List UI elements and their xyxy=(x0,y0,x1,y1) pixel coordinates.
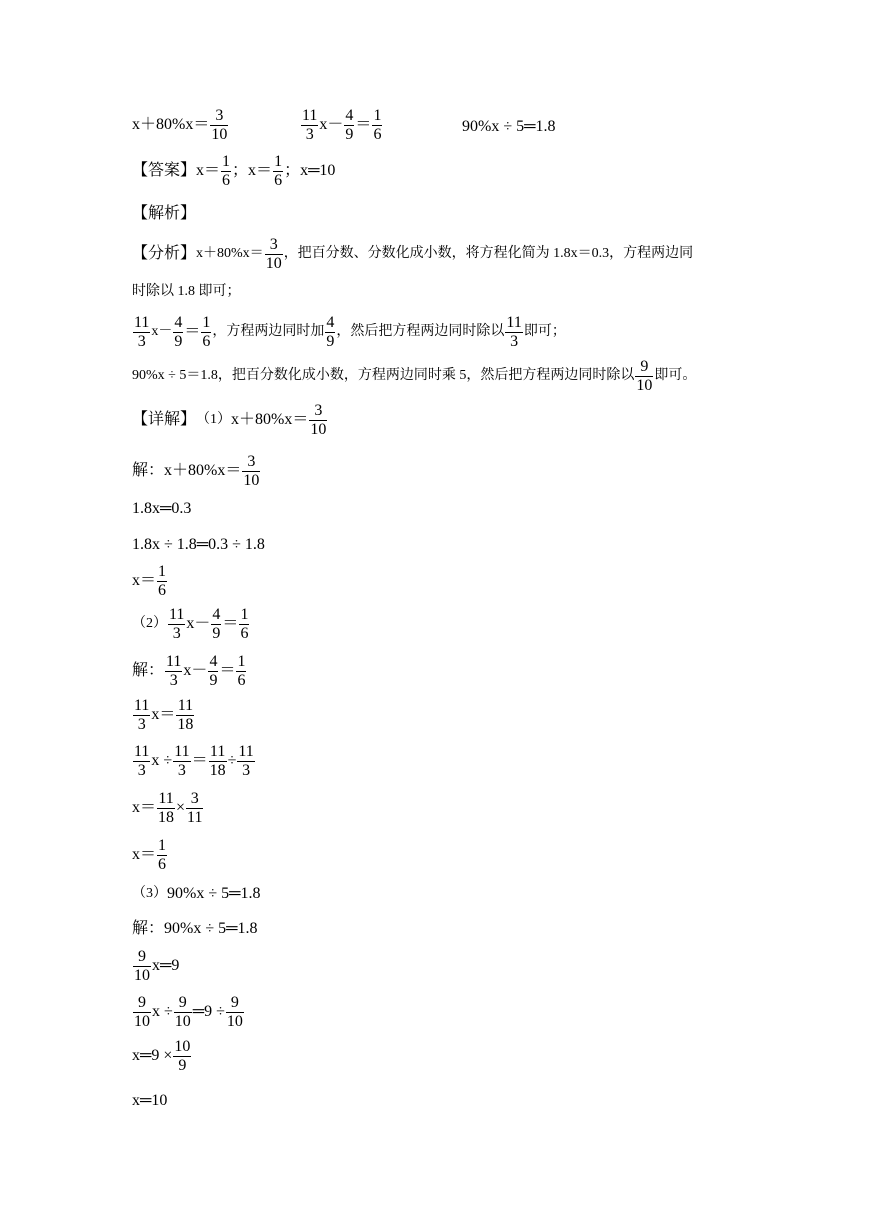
detail-line-12: （3）90%x ÷ 5═1.8 xyxy=(132,885,261,903)
problem-line xyxy=(132,107,229,143)
analysis-line-3: $\frac{11}{3}$ x－ $\frac{4}{9}$ ＝ $\frac{1}{6}$ ，方程两边同时加 $\frac{4}{9}$ ，然后把方程两边同时除以 $\frac{11}{3}$ 即可； xyxy=(134,314,566,350)
detail-line-7: 解： $\frac{11}{3}$ x－ $\frac{4}{9}$ ＝ $\frac{1}{6}$ xyxy=(132,653,246,689)
detail-line-8: $\frac{11}{3}$ x＝ $\frac{11}{18}$ xyxy=(134,697,194,733)
detail-line-13: 解：90%x ÷ 5═1.8 xyxy=(132,920,258,938)
analysis-line-4: 90%x ÷ 5＝1.8，把百分数化成小数，方程两边同时乘 5，然后把方程两边同时除以 $\frac{9}{10}$ 即可。 xyxy=(132,358,697,394)
problem-eq-2: $\frac{11}{3}$ x－ $\frac{4}{9}$ ＝ $\frac{1}{6}$ xyxy=(302,107,382,143)
fraction: $\frac{3}{10}$ xyxy=(211,107,228,143)
detail-line-11: x＝ $\frac{1}{6}$ xyxy=(132,837,167,873)
analysis-heading: 【解析】 xyxy=(132,205,197,222)
detail-line-10: x＝ $\frac{11}{18}$ × $\frac{3}{11}$ xyxy=(132,790,203,826)
detail-line-14: $\frac{9}{10}$ x═9 xyxy=(134,948,180,984)
detail-line-1: 【详解】（1）x＋80%x＝ $\frac{3}{10}$ xyxy=(132,402,327,438)
detail-line-2: 解：x＋80%x＝ $\frac{3}{10}$ xyxy=(132,453,260,489)
detail-line-9: $\frac{11}{3}$ x ÷ $\frac{11}{3}$ ＝ $\frac{11}{18}$ ÷ $\frac{11}{3}$ xyxy=(134,743,254,779)
detail-line-15: $\frac{9}{10}$ x ÷ $\frac{9}{10}$ ═9 ÷ $\frac{9}{10}$ xyxy=(134,994,243,1030)
detail-line-16: x═9 × $\frac{10}{9}$ xyxy=(132,1038,191,1074)
analysis-line-2: 时除以 1.8 即可； xyxy=(132,284,241,299)
detail-line-5: x＝ $\frac{1}{6}$ xyxy=(132,563,167,599)
detail-line-3: 1.8x═0.3 xyxy=(132,500,192,517)
answer-line: 【答案】x＝ $\frac{1}{6}$ ；x＝ $\frac{1}{6}$ ；x═10 xyxy=(132,153,336,189)
problem-eq-3: 90%x ÷ 5═1.8 xyxy=(462,118,556,135)
detail-line-4: 1.8x ÷ 1.8═0.3 ÷ 1.8 xyxy=(132,536,265,553)
analysis-line-1: 【分析】x＋80%x＝ $\frac{3}{10}$ ，把百分数、分数化成小数，将方程化简为 1.8x＝0.3，方程两边同 xyxy=(132,236,694,272)
detail-line-6: （2） $\frac{11}{3}$ x－ $\frac{4}{9}$ ＝ $\frac{1}{6}$ xyxy=(132,606,249,642)
detail-line-17: x═10 xyxy=(132,1092,168,1109)
eq-1: x＋80%x＝ xyxy=(132,116,210,134)
